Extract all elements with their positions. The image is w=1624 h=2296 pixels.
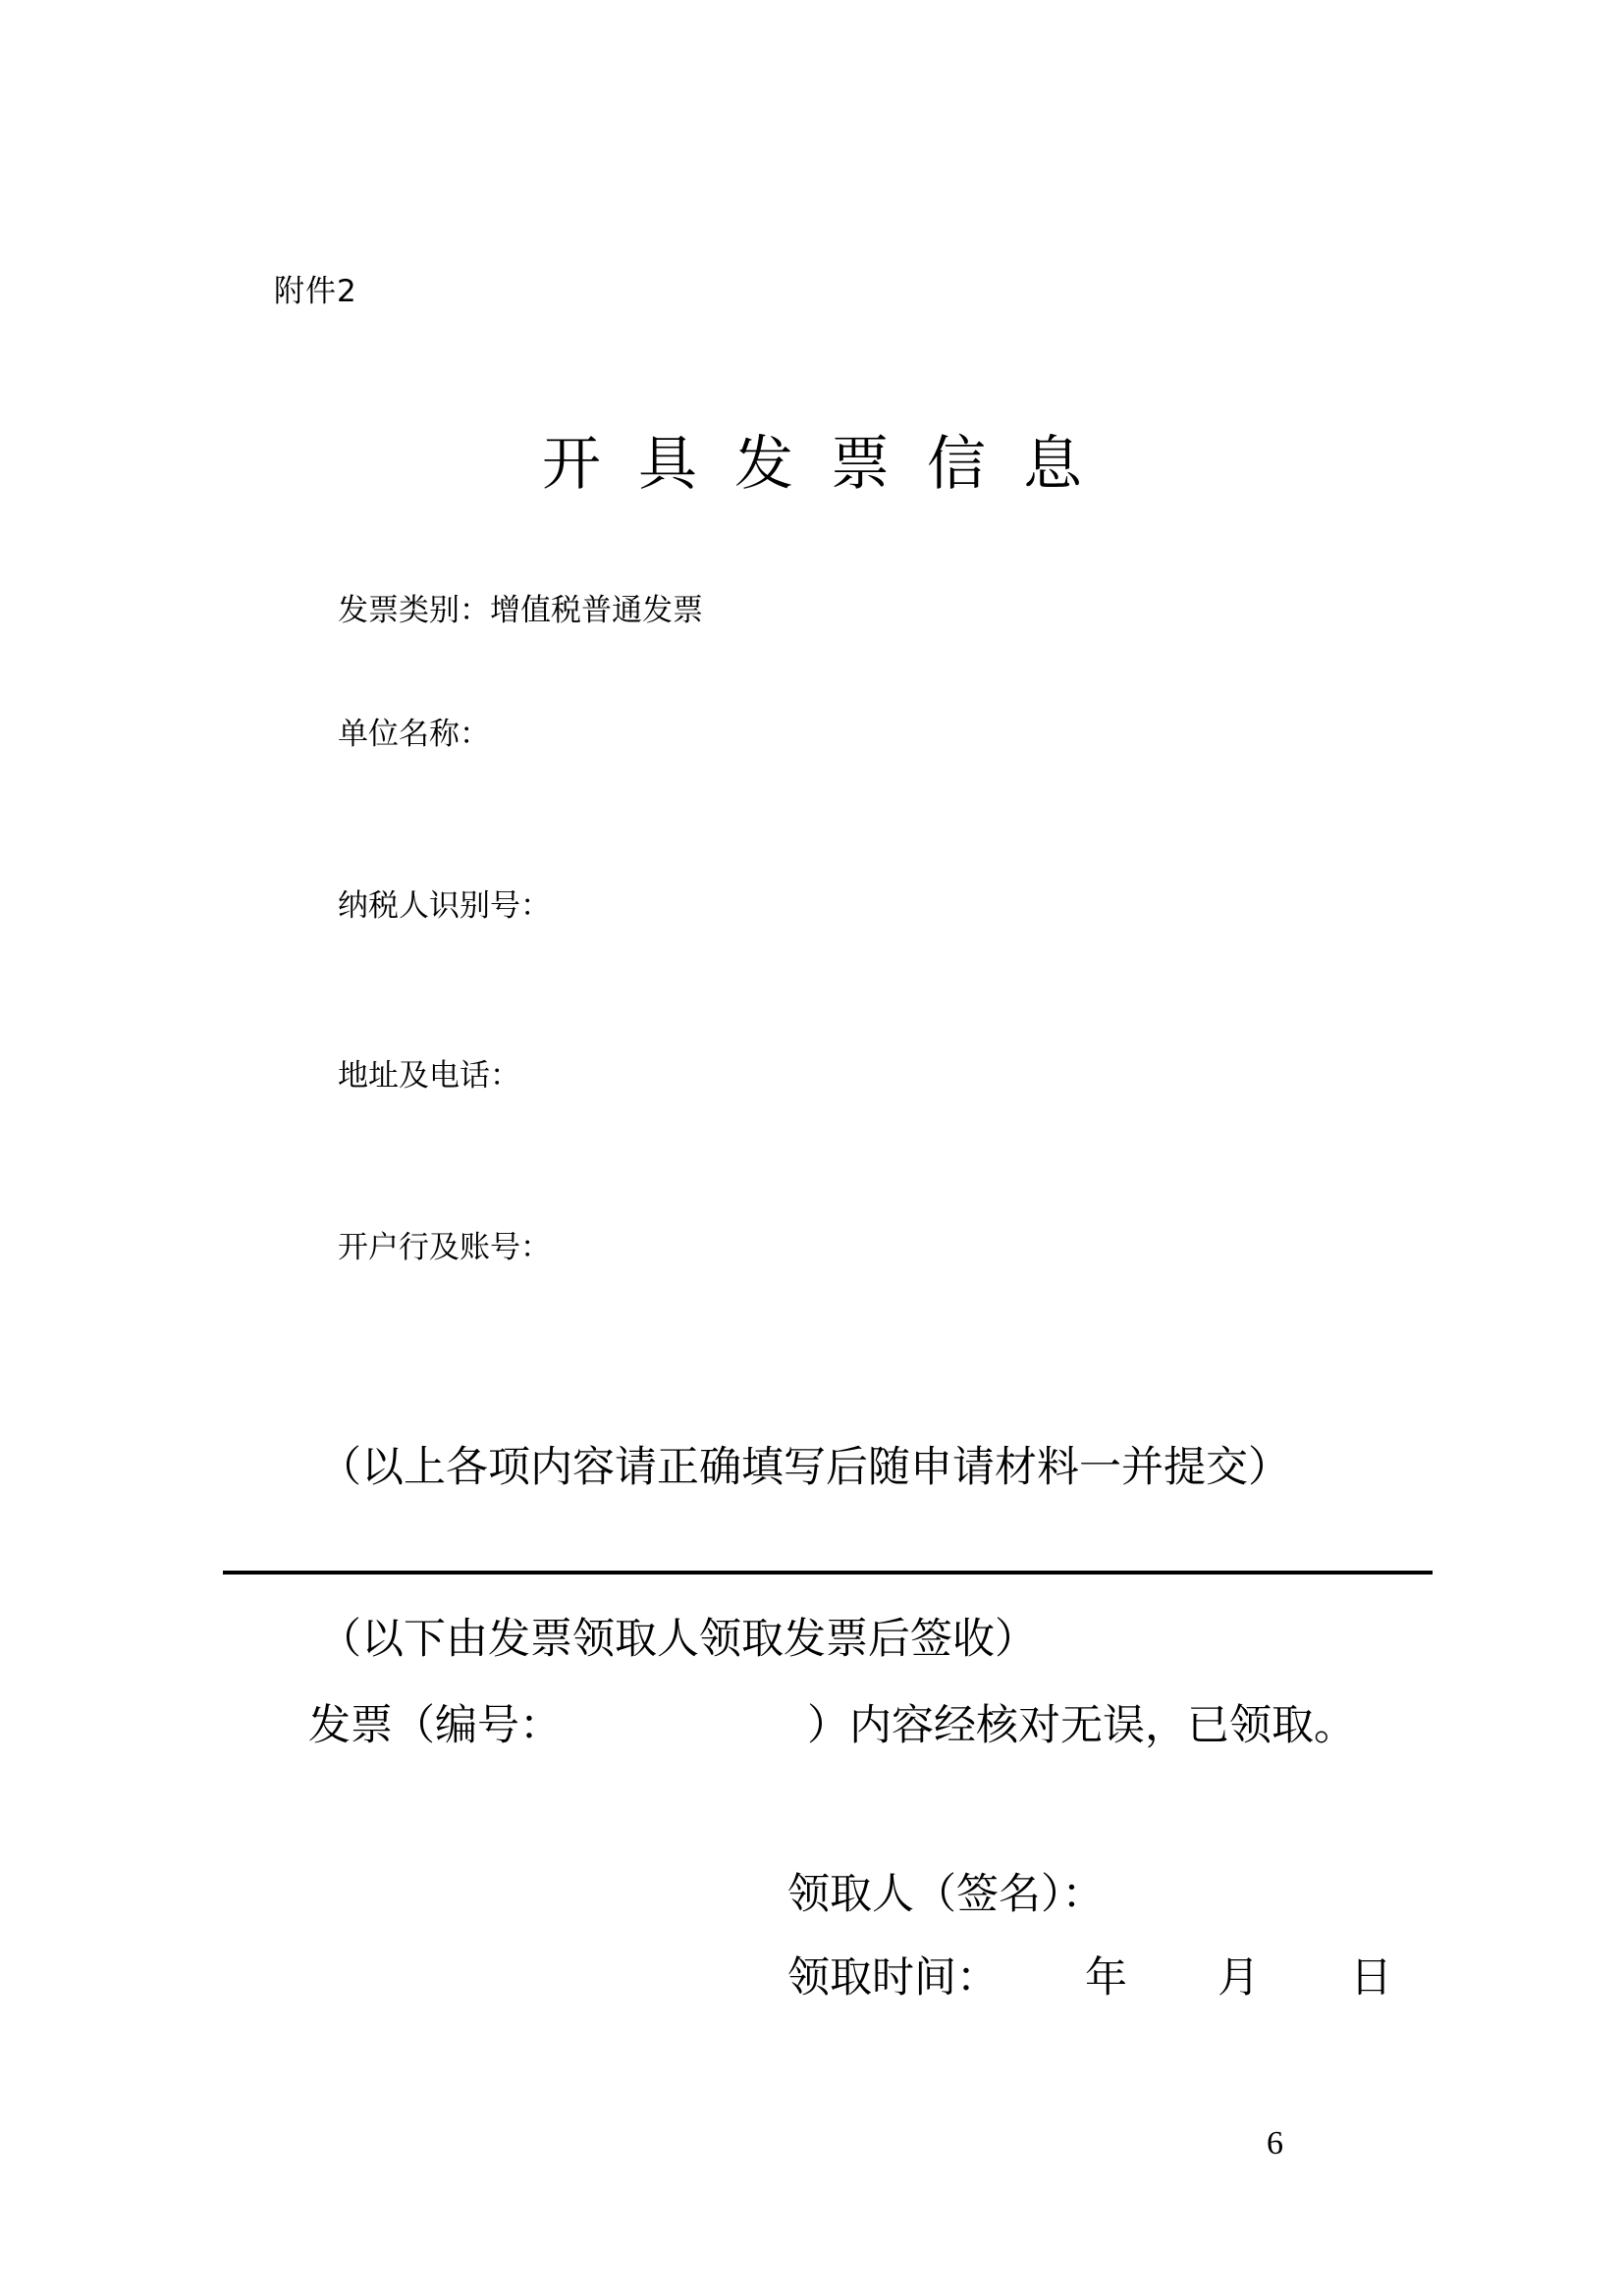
divider-line — [223, 1571, 1433, 1575]
company-name-field: 单位名称： — [338, 717, 490, 752]
invoice-type-field: 发票类别：增值税普通发票 — [338, 593, 703, 628]
confirmation-prefix: 发票（编号： — [308, 1701, 562, 1750]
receive-time-label: 领取时间： — [787, 1953, 999, 2002]
receipt-note: （以下由发票领取人领取发票后签收） — [319, 1615, 1037, 1664]
year-label: 年 — [1085, 1953, 1127, 2002]
day-label: 日 — [1350, 1953, 1392, 2002]
month-label: 月 — [1218, 1953, 1260, 2002]
submit-note: （以上各项内容请正确填写后随申请材料一并提交） — [319, 1443, 1290, 1492]
page-number: 6 — [1267, 2125, 1283, 2162]
page-title: 开具发票信息 — [542, 430, 1119, 499]
attachment-label: 附件2 — [274, 274, 357, 309]
address-phone-field: 地址及电话： — [338, 1058, 520, 1094]
confirmation-suffix: ）内容经核对无误，已领取。 — [807, 1701, 1356, 1750]
taxpayer-id-field: 纳税人识别号： — [338, 888, 551, 924]
recipient-signature-label: 领取人（签名）： — [787, 1870, 1105, 1919]
bank-account-field: 开户行及账号： — [338, 1230, 551, 1265]
